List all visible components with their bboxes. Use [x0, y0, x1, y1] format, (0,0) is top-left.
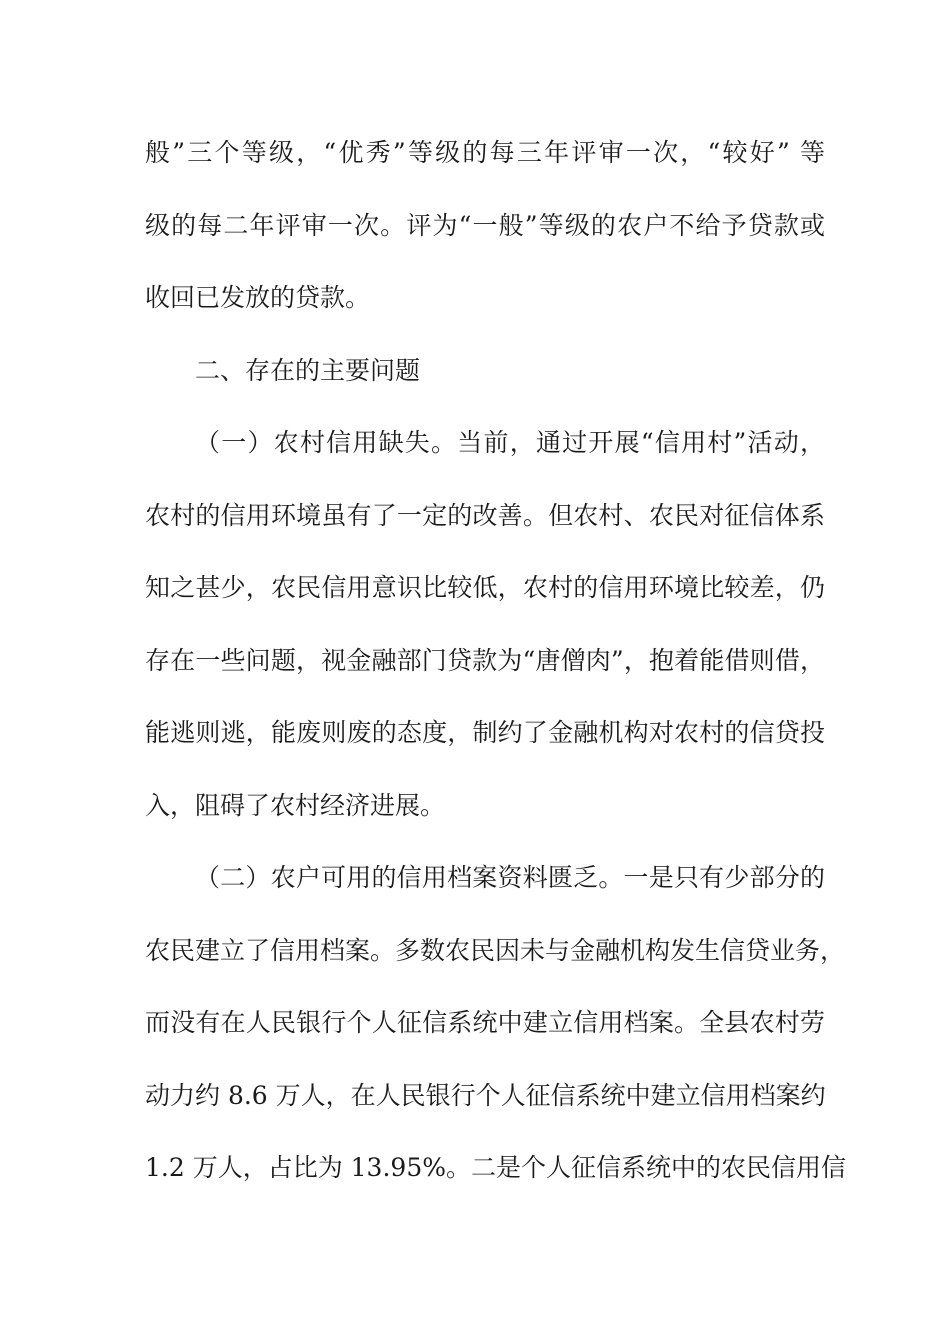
- text-line: 动力约 8.6 万人，在人民银行个人征信系统中建立信用档案约: [145, 1080, 826, 1110]
- text-line: 1.2 万人，占比为 13.95%。二是个人征信系统中的农民信用信: [145, 1153, 846, 1182]
- text-line: 能逃则逃，能废则废的态度，制约了金融机构对农村的信贷投: [145, 718, 825, 747]
- text-line: 入，阻碍了农村经济进展。: [145, 790, 446, 820]
- text-line: 知之甚少，农民信用意识比较低，农村的信用环境比较差，仍: [145, 573, 825, 602]
- text-line: （二）农户可用的信用档案资料匮乏。一是只有少部分的: [195, 863, 825, 892]
- text-line: 级的每二年评审一次。评为“一般”等级的农户不给予贷款或: [145, 210, 825, 240]
- text-line: 农民建立了信用档案。多数农民因未与金融机构发生信贷业务，: [145, 935, 846, 965]
- section-heading: 二、存在的主要问题: [195, 355, 421, 385]
- text-line: 收回已发放的贷款。: [145, 283, 371, 312]
- body-text: [145, 126, 846, 1214]
- text-line: 而没有在人民银行个人征信系统中建立信用档案。全县农村劳: [145, 1008, 825, 1037]
- text-line: （一）农村信用缺失。当前，通过开展“信用村”活动，: [195, 428, 825, 457]
- text-line: 农村的信用环境虽有了一定的改善。但农村、农民对征信体系: [145, 500, 825, 530]
- text-line: 存在一些问题，视金融部门贷款为“唐僧肉”，抱着能借则借，: [145, 645, 825, 675]
- text-line: 般”三个等级，“优秀”等级的每三年评审一次，“较好” 等: [145, 138, 825, 167]
